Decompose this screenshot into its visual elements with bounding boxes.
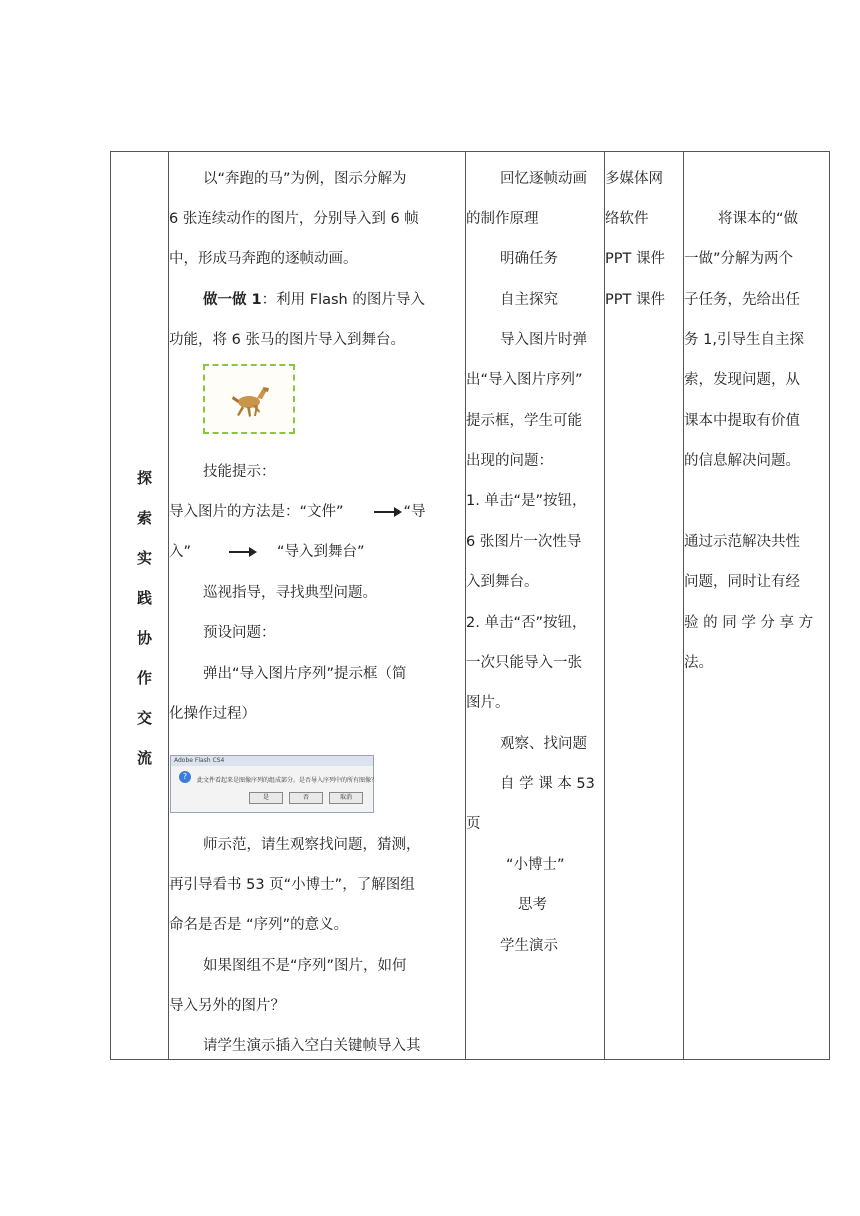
text-line: 6 张图片一次性导: [466, 534, 582, 550]
text-line: 出现的问题：: [466, 453, 553, 469]
text-line: 命名是否是 “序列”的意义。: [169, 917, 349, 933]
text-line: 思考: [518, 897, 547, 913]
text-line: 以“奔跑的马”为例，图示分解为: [203, 171, 407, 187]
import-dialog-image: [170, 755, 378, 813]
horse-icon: [205, 366, 293, 432]
text-line: 验 的 同 学 分 享 方: [684, 615, 814, 631]
text-line: 法。: [684, 655, 713, 671]
text-line: 回忆逐帧动画: [500, 171, 587, 187]
text-line: 课本中提取有价值: [684, 413, 800, 429]
text-line: 多媒体网: [605, 171, 663, 187]
text-line: 图片。: [466, 695, 510, 711]
text-line: 技能提示：: [203, 464, 276, 480]
no-button: 否: [289, 792, 323, 804]
stage-char: 索: [137, 509, 153, 527]
text-line: 师示范，请生观察找问题，猜测，: [203, 837, 421, 853]
text-line: 务 1,引导生自主探: [684, 332, 804, 348]
stage-char: 探: [137, 469, 153, 487]
text-line: 1. 单击“是”按钮，: [466, 493, 587, 509]
text-line: 预设问题：: [203, 625, 276, 641]
stage-char: 协: [137, 629, 153, 647]
text-line: 中，形成马奔跑的逐帧动画。: [169, 251, 358, 267]
stage-label: [137, 458, 153, 778]
text-line: 导入另外的图片？: [169, 998, 285, 1014]
stage-char: 作: [137, 669, 153, 687]
text-line: 入到舞台。: [466, 574, 539, 590]
task-line: [169, 290, 465, 310]
dialog-message: 此文件看起来是图像序列的组成部分。是否导入序列中的所有图像？: [197, 777, 378, 784]
stage-column: [111, 152, 168, 1059]
text-line: 自 学 课 本 53: [500, 776, 595, 792]
text-line: 如果图组不是“序列”图片，如何: [203, 958, 407, 974]
text-line: 6 张连续动作的图片，分别导入到 6 帧: [169, 211, 419, 227]
text-line: 弹出“导入图片序列”提示框（简: [203, 666, 407, 682]
yes-button: 是: [249, 792, 283, 804]
text-line: 问题，同时让有经: [684, 574, 800, 590]
text-line: 子任务，先给出任: [684, 292, 800, 308]
text-line: 自主探究: [500, 292, 558, 308]
task-label: 做一做 1: [203, 292, 262, 308]
text-line: 请学生演示插入空白关键帧导入其: [203, 1038, 421, 1054]
tip-text: 导入图片的方法是：“文件”: [169, 504, 344, 520]
text-line: 2. 单击“否”按钮，: [466, 615, 587, 631]
teacher-column: [169, 152, 465, 1059]
text-line: 的制作原理: [466, 211, 539, 227]
stage-char: 践: [137, 589, 153, 607]
text-line: 一做”分解为两个: [684, 251, 794, 267]
tip-line: [169, 542, 465, 562]
text-line: 通过示范解决共性: [684, 534, 800, 550]
horse-image: [203, 364, 295, 434]
text-line: PPT 课件: [605, 292, 665, 308]
text-line: 的信息解决问题。: [684, 453, 800, 469]
text-line: 页: [466, 816, 481, 832]
media-column: [605, 152, 683, 1059]
text-line: PPT 课件: [605, 251, 665, 267]
arrow-icon: [374, 511, 400, 513]
tip-text: 入”: [169, 544, 192, 560]
text-line: 一次只能导入一张: [466, 655, 582, 671]
text-line: 提示框，学生可能: [466, 413, 582, 429]
text-line: “小博士”: [506, 857, 565, 873]
stage-char: 实: [137, 549, 153, 567]
text-line: 导入图片时弹: [500, 332, 587, 348]
dialog-title: Adobe Flash CS4: [171, 756, 373, 766]
student-column: [466, 152, 604, 1059]
question-icon: ?: [179, 771, 191, 783]
arrow-icon: [229, 551, 255, 553]
text-line: 出“导入图片序列”: [466, 372, 583, 388]
stage-char: 交: [137, 709, 153, 727]
tip-text: “导: [403, 504, 426, 520]
stage-char: 流: [137, 749, 153, 767]
text-line: 索，发现问题，从: [684, 372, 800, 388]
tip-text: “导入到舞台”: [277, 544, 365, 560]
text-line: 络软件: [605, 211, 649, 227]
text-line: 观察、找问题: [500, 736, 587, 752]
text-line: 巡视指导，寻找典型问题。: [203, 585, 377, 601]
tip-line: [169, 502, 465, 522]
task-text: ：利用 Flash 的图片导入: [261, 292, 425, 308]
text-line: 将课本的“做: [718, 211, 799, 227]
text-line: 明确任务: [500, 251, 558, 267]
text-line: 化操作过程）: [169, 706, 256, 722]
intent-column: [684, 152, 831, 1059]
text-line: 再引导看书 53 页“小博士”，了解图组: [169, 877, 415, 893]
text-line: 学生演示: [500, 938, 558, 954]
lesson-table: [110, 151, 830, 1060]
cancel-button: 取消: [329, 792, 363, 804]
text-line: 功能，将 6 张马的图片导入到舞台。: [169, 332, 405, 348]
